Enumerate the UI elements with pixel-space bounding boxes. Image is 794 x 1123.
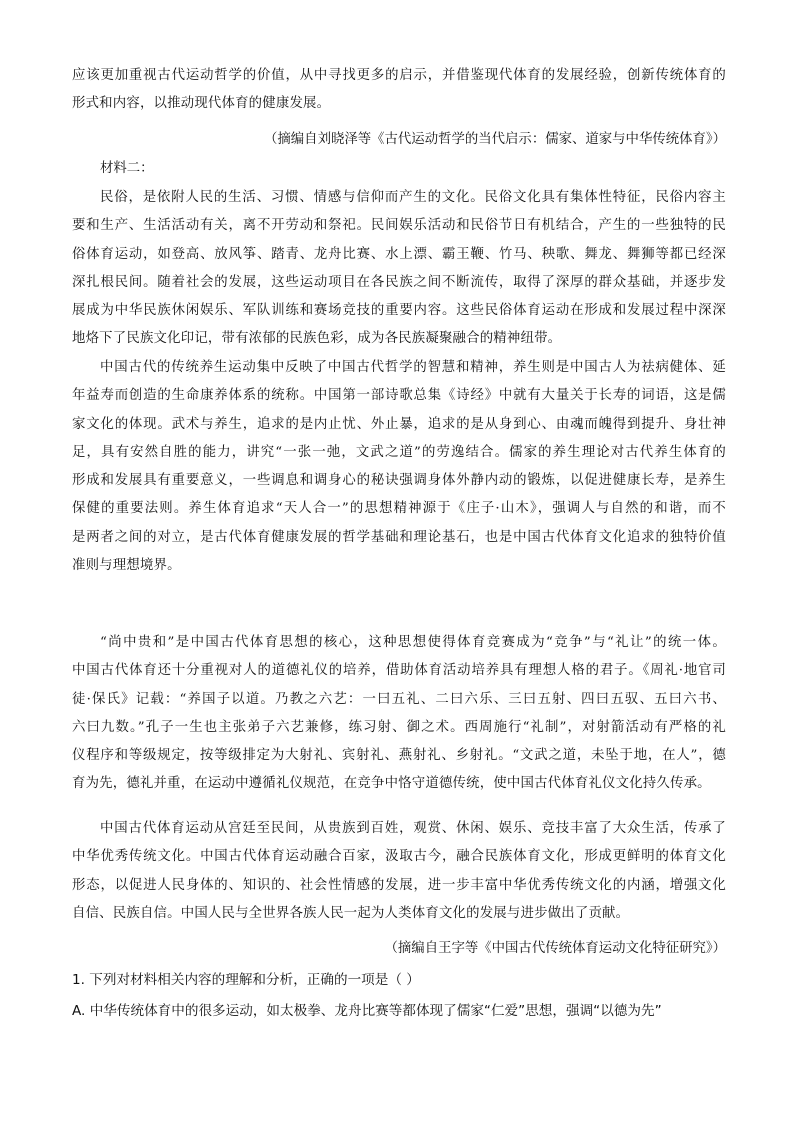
text-line: 形式和内容，以推动现代体育的健康发展。 <box>72 96 331 112</box>
material-2-label: 材料二： <box>100 161 154 176</box>
text-line: 民俗，是依附人民的生活、习惯、情感与信仰而产生的文化。民俗文化具有集体性特征，民俗内容主 <box>100 190 726 205</box>
text-line: 中华优秀传统文化。中国古代体育运动融合百家，汲取古今，融合民族体育文化，形成更鲜明的体育文化 <box>72 849 726 865</box>
text-line: “尚中贵和”是中国古代体育思想的核心，这种思想使得体育竞赛成为“竞争”与“礼让”的统一体。 <box>100 635 726 650</box>
text-line: 地烙下了民族文化印记，带有浓郁的民族色彩，成为各民族凝聚融合的精神纽带。 <box>72 331 562 347</box>
text-line: 足，具有安然自胜的能力，讲究“一张一弛，文武之道”的劳逸结合。儒家的养生理论对古代养生体育的 <box>72 444 726 460</box>
text-line: 徒·保氏》记载：“养国子以道。乃教之六艺：一曰五礼、二曰六乐、三曰五射、四曰五驭、五曰六书、 <box>72 691 726 707</box>
option-a: A. 中华传统体育中的很多运动，如太极拳、龙舟比赛等都体现了儒家“仁爱”思想，强调“以德为先” <box>72 1003 662 1019</box>
text-line: 年益寿而创造的生命康养体系的统称。中国第一部诗歌总集《诗经》中就有大量关于长寿的词语，这是儒 <box>72 388 726 404</box>
source-citation-1: （摘编自刘晓泽等《古代运动哲学的当代启示：儒家、道家与中华传统体育》） <box>264 132 726 147</box>
text-line: 准则与理想境界。 <box>72 558 181 574</box>
source-citation-2: （摘编自王字等《中国古代传统体育运动文化特征研究》） <box>384 941 726 956</box>
paragraph-health-sports <box>72 354 726 580</box>
text-line: 俗体育运动，如登高、放风筝、踏青、龙舟比赛、水上漂、霸王鞭、竹马、秧歌、舞龙、舞狮等都已经深 <box>72 246 726 262</box>
text-line: 六曰九数。”孔子一生也主张弟子六艺兼修，练习射、御之术。西周施行“礼制”，对射箭活动有严格的礼 <box>72 719 726 735</box>
text-line: 形成和发展具有重要意义，一些调息和调身心的秘诀强调身体外静内动的锻炼，以促进健康长寿，是养生 <box>72 473 726 489</box>
text-line: 形态，以促进人民身体的、知识的、社会性情感的发展，进一步丰富中华优秀传统文化的内涵，增强文化 <box>72 877 726 893</box>
text-line: 应该更加重视古代运动哲学的价值，从中寻找更多的启示，并借鉴现代体育的发展经验，创新传统体育的 <box>72 68 726 83</box>
text-line: 是两者之间的对立，是古代体育健康发展的哲学基础和理论基石，也是中国古代体育文化追求的独特价值 <box>72 529 726 545</box>
text-line: 中国古代体育运动从宫廷至民间，从贵族到百姓，观赏、休闲、娱乐、竞技丰富了大众生活，传承了 <box>100 821 726 836</box>
text-line: 中国古代体育还十分重视对人的道德礼仪的培养，借助体育活动培养具有理想人格的君子。《周礼·地官司 <box>72 663 726 679</box>
text-line: 要和生产、生活活动有关，离不开劳动和祭祀。民间娱乐活动和民俗节日有机结合，产生的一些独特的民 <box>72 218 726 234</box>
text-line: 保健的重要法则。养生体育追求“天人合一”的思想精神源于《庄子·山木》，强调人与自然的和谐，而不 <box>72 501 726 517</box>
text-line: 展成为中华民族休闲娱乐、军队训练和赛场竞技的重要内容。这些民俗体育运动在形成和发展过程中深深 <box>72 303 726 319</box>
text-line: 家文化的体现。武术与养生，追求的是内止忧、外止暴，追求的是从身到心、由魂而魄得到提升、身壮神 <box>72 416 726 432</box>
paragraph-etiquette <box>72 629 726 799</box>
question-1: 1. 下列对材料相关内容的理解和分析，正确的一项是（ ） <box>72 972 420 988</box>
text-line: 中国古代的传统养生运动集中反映了中国古代哲学的智慧和精神，养生则是中国古人为祛病健体、延 <box>100 360 726 375</box>
text-line: 仪程序和等级规定，按等级排定为大射礼、宾射礼、燕射礼、乡射礼。“文武之道，未坠于地，在人”，德 <box>72 748 726 764</box>
paragraph-folk-sports <box>72 184 726 354</box>
text-line: 深扎根民间。随着社会的发展，这些运动项目在各民族之间不断流传，取得了深厚的群众基础，并逐步发 <box>72 274 726 290</box>
text-line: 自信、民族自信。中国人民与全世界各族人民一起为人类体育文化的发展与进步做出了贡献。 <box>72 905 630 921</box>
top-paragraph <box>72 62 726 119</box>
paragraph-culture <box>72 815 726 928</box>
text-line: 育为先，德礼并重，在运动中遵循礼仪规范，在竞争中恪守道德传统，使中国古代体育礼仪文化持久传承。 <box>72 776 711 792</box>
